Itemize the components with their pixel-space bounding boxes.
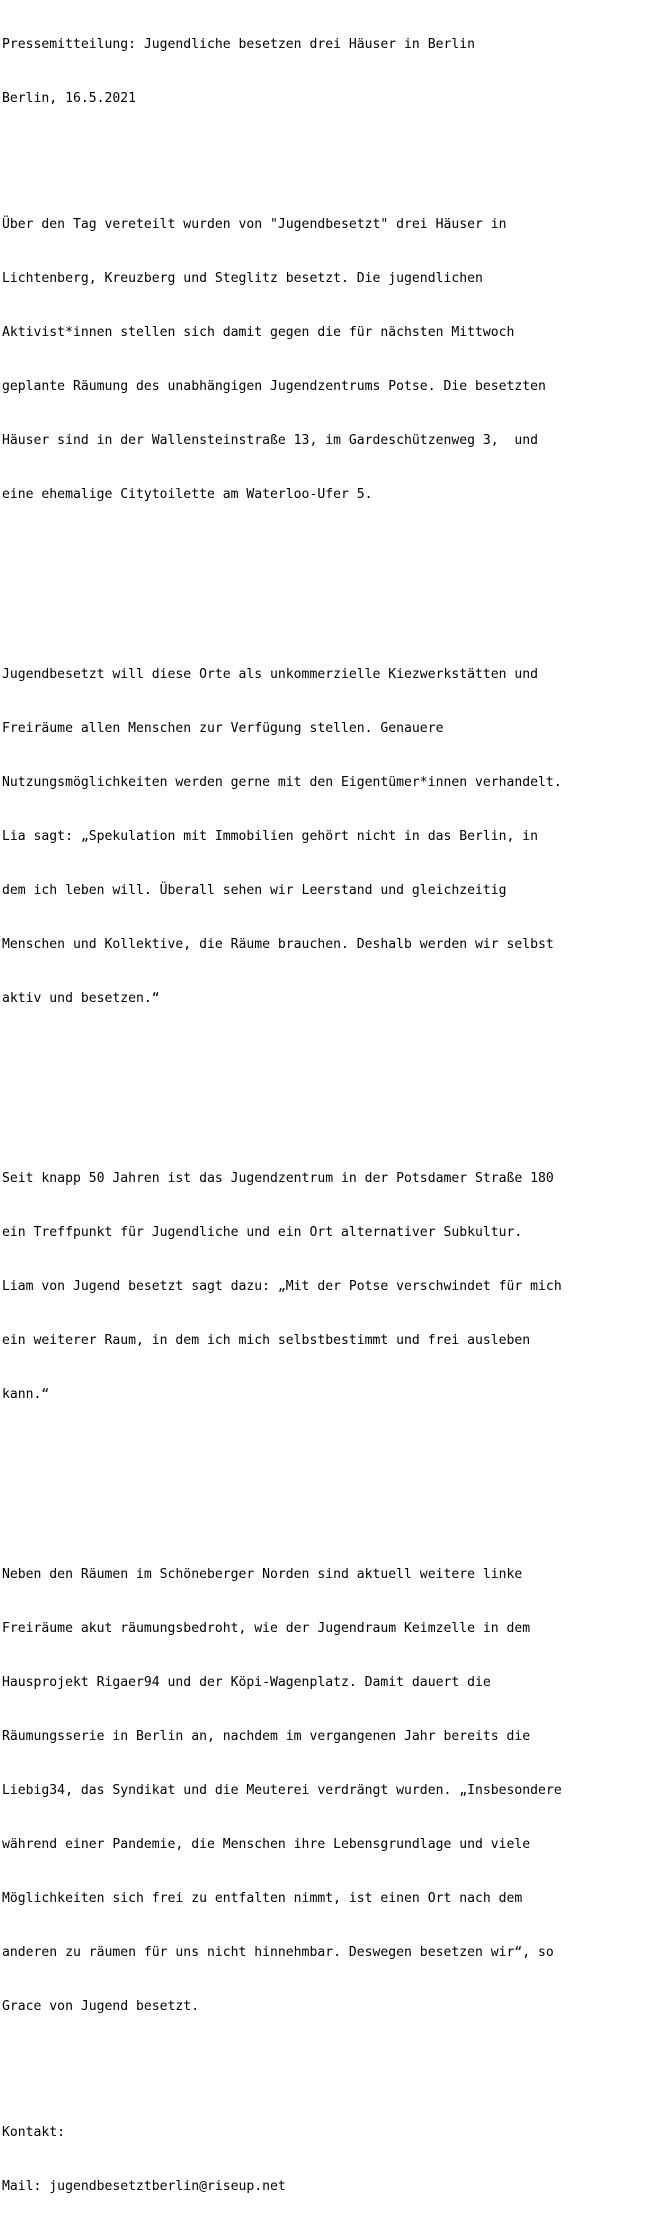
paragraph-4-line: Räumungsserie in Berlin an, nachdem im vergangenen Jahr bereits die bbox=[2, 1729, 531, 1744]
paragraph-2-line: aktiv und besetzen.“ bbox=[2, 991, 160, 1006]
blank-line bbox=[2, 144, 656, 162]
blank-line bbox=[2, 1440, 656, 1458]
paragraph-3-line: ein Treffpunkt für Jugendliche und ein Ort alternativer Subkultur. bbox=[2, 1225, 523, 1240]
paragraph-4-line: Grace von Jugend besetzt. bbox=[2, 1999, 200, 2014]
blank-line bbox=[2, 2052, 656, 2070]
paragraph-2-line: Lia sagt: „Spekulation mit Immobilien gehört nicht in das Berlin, in bbox=[2, 829, 539, 844]
paragraph-4-line: anderen zu räumen für uns nicht hinnehmbar. Deswegen besetzen wir“, so bbox=[2, 1945, 554, 1960]
paragraph-1-line: Lichtenberg, Kreuzberg und Steglitz besetzt. Die jugendlichen bbox=[2, 271, 483, 286]
contact-email: Mail: jugendbesetztberlin@riseup.net bbox=[2, 2179, 286, 2194]
paragraph-4-line: Freiräume akut räumungsbedroht, wie der Jugendraum Keimzelle in dem bbox=[2, 1621, 531, 1636]
paragraph-3-line: kann.“ bbox=[2, 1387, 50, 1402]
paragraph-2-line: dem ich leben will. Überall sehen wir Leerstand und gleichzeitig bbox=[2, 883, 507, 898]
paragraph-3-line: ein weiterer Raum, in dem ich mich selbstbestimmt und frei ausleben bbox=[2, 1333, 531, 1348]
title-line: Pressemitteilung: Jugendliche besetzen drei Häuser in Berlin bbox=[2, 37, 475, 52]
paragraph-4-line: Neben den Räumen im Schöneberger Norden sind aktuell weitere linke bbox=[2, 1567, 523, 1582]
blank-line bbox=[2, 540, 656, 558]
blank-line bbox=[2, 1044, 656, 1062]
paragraph-1-line: Häuser sind in der Wallensteinstraße 13, im Gardeschützenweg 3, und bbox=[2, 433, 539, 448]
paragraph-2-line: Menschen und Kollektive, die Räume brauchen. Deshalb werden wir selbst bbox=[2, 937, 554, 952]
paragraph-1-line: geplante Räumung des unabhängigen Jugendzentrums Potse. Die besetzten bbox=[2, 379, 546, 394]
paragraph-4-line: Möglichkeiten sich frei zu entfalten nimmt, ist einen Ort nach dem bbox=[2, 1891, 523, 1906]
paragraph-1-line: eine ehemalige Citytoilette am Waterloo-Ufer 5. bbox=[2, 487, 373, 502]
contact-heading: Kontakt: bbox=[2, 2125, 66, 2140]
paragraph-3-line: Seit knapp 50 Jahren ist das Jugendzentrum in der Potsdamer Straße 180 bbox=[2, 1171, 554, 1186]
dateline: Berlin, 16.5.2021 bbox=[2, 91, 137, 106]
paragraph-2-line: Nutzungsmöglichkeiten werden gerne mit den Eigentümer*innen verhandelt. bbox=[2, 775, 562, 790]
paragraph-4-line: während einer Pandemie, die Menschen ihre Lebensgrundlage und viele bbox=[2, 1837, 531, 1852]
blank-line bbox=[2, 1494, 656, 1512]
paragraph-3-line: Liam von Jugend besetzt sagt dazu: „Mit der Potse verschwindet für mich bbox=[2, 1279, 562, 1294]
blank-line bbox=[2, 1098, 656, 1116]
paragraph-2-line: Freiräume allen Menschen zur Verfügung stellen. Genauere bbox=[2, 721, 444, 736]
paragraph-1-line: Über den Tag vereteilt wurden von "Jugendbesetzt" drei Häuser in bbox=[2, 217, 507, 232]
paragraph-4-line: Liebig34, das Syndikat und die Meuterei verdrängt wurden. „Insbesondere bbox=[2, 1783, 562, 1798]
paragraph-4-line: Hausprojekt Rigaer94 und der Köpi-Wagenplatz. Damit dauert die bbox=[2, 1675, 491, 1690]
paragraph-1-line: Aktivist*innen stellen sich damit gegen die für nächsten Mittwoch bbox=[2, 325, 515, 340]
blank-line bbox=[2, 594, 656, 612]
paragraph-2-line: Jugendbesetzt will diese Orte als unkommerzielle Kiezwerkstätten und bbox=[2, 667, 539, 682]
